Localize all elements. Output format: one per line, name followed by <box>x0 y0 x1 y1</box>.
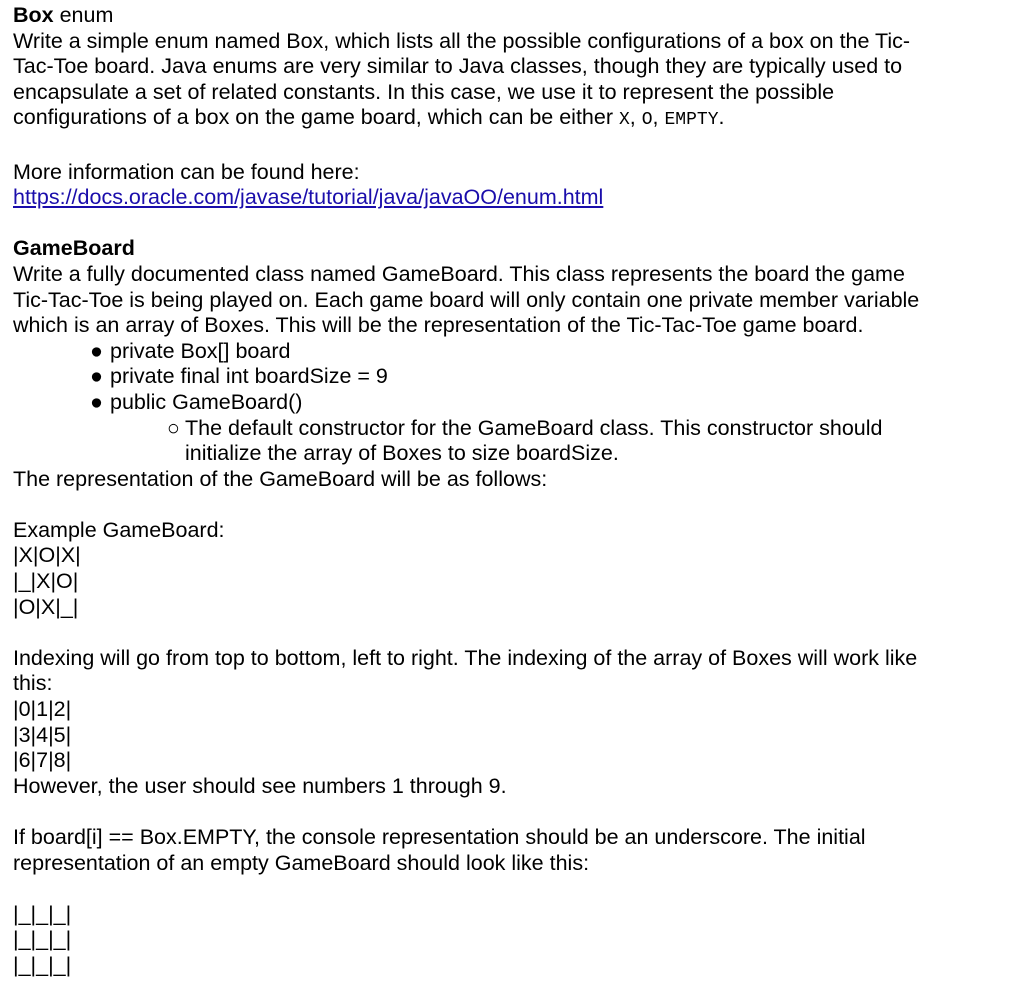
sep-1: , <box>629 105 642 130</box>
more-info-text: More information can be found here: <box>13 159 360 184</box>
example-row-1: |X|O|X| <box>13 543 81 568</box>
const-o: O <box>641 110 653 131</box>
gameboard-heading: GameBoard <box>13 236 135 261</box>
sep-2: , <box>652 105 665 130</box>
gameboard-desc-line-1: Write a fully documented class named GameBoard. This class represents the board the game <box>13 261 905 286</box>
bullet-dot-icon: ● <box>90 389 103 414</box>
example-row-3: |O|X|_| <box>13 594 79 619</box>
enum-docs-link[interactable]: https://docs.oracle.com/javase/tutorial/java/javaOO/enum.html <box>13 185 604 210</box>
bullet-item <box>13 390 1013 416</box>
empty-desc-line-1: If board[i] == Box.EMPTY, the console representation should be an underscore. The initial <box>13 825 866 849</box>
bullet-circle-icon: ○ <box>167 415 180 440</box>
empty-row-2: |_|_|_| <box>13 927 72 952</box>
box-desc-line-4-end: . <box>718 105 725 130</box>
gameboard-desc-line-2: Tic-Tac-Toe is being played on. Each game board will only contain one private member variable <box>13 287 920 312</box>
const-empty: EMPTY <box>664 110 719 131</box>
indexing-line-2: this: <box>13 671 53 696</box>
bullet-text: private final int boardSize = 9 <box>110 364 388 389</box>
box-desc-line-2: Tac-Toe board. Java enums are very similar to Java classes, though they are typically used to <box>13 54 903 79</box>
empty-desc-line-2: representation of an empty GameBoard should look like this: <box>13 850 590 875</box>
empty-row-3: |_|_|_| <box>13 952 72 977</box>
sub-bullet-item <box>13 416 1013 442</box>
bullet-item <box>13 364 1013 390</box>
box-enum-title-suffix: enum <box>53 3 114 27</box>
representation-text: The representation of the GameBoard will be as follows: <box>13 466 548 491</box>
bullet-dot-icon: ● <box>90 364 103 389</box>
gameboard-desc-line-3: which is an array of Boxes. This will be the representation of the Tic-Tac-Toe game board. <box>13 313 864 338</box>
index-row-3: |6|7|8| <box>13 748 72 773</box>
box-desc-line-3: encapsulate a set of related constants. In this case, we use it to represent the possible <box>13 79 835 104</box>
box-enum-title: Box <box>13 3 54 27</box>
empty-row-1: |_|_|_| <box>13 901 72 926</box>
bullet-dot-icon: ● <box>90 338 103 363</box>
index-row-2: |3|4|5| <box>13 722 72 747</box>
sub-bullet-text-1: The default constructor for the GameBoard class. This constructor should <box>185 415 883 440</box>
sub-bullet-text-2: initialize the array of Boxes to size boardSize. <box>185 441 619 466</box>
bullet-text: public GameBoard() <box>110 389 303 414</box>
box-desc-line-4-text: configurations of a box on the game board, which can be either <box>13 105 619 130</box>
box-desc-line-1: Write a simple enum named Box, which lists all the possible configurations of a box on the Tic- <box>13 28 911 53</box>
example-row-2: |_|X|O| <box>13 569 79 594</box>
sub-bullet-item-cont <box>13 441 1013 467</box>
index-row-1: |0|1|2| <box>13 697 72 722</box>
bullet-text: private Box[] board <box>110 338 291 363</box>
box-enum-heading <box>13 3 1013 29</box>
user-note: However, the user should see numbers 1 through 9. <box>13 773 507 798</box>
box-desc-line-4 <box>13 105 1013 134</box>
indexing-line-1: Indexing will go from top to bottom, left to right. The indexing of the array of Boxes will work like <box>13 645 918 670</box>
bullet-item <box>13 339 1013 365</box>
example-label: Example GameBoard: <box>13 517 225 542</box>
const-x: X <box>618 110 630 131</box>
